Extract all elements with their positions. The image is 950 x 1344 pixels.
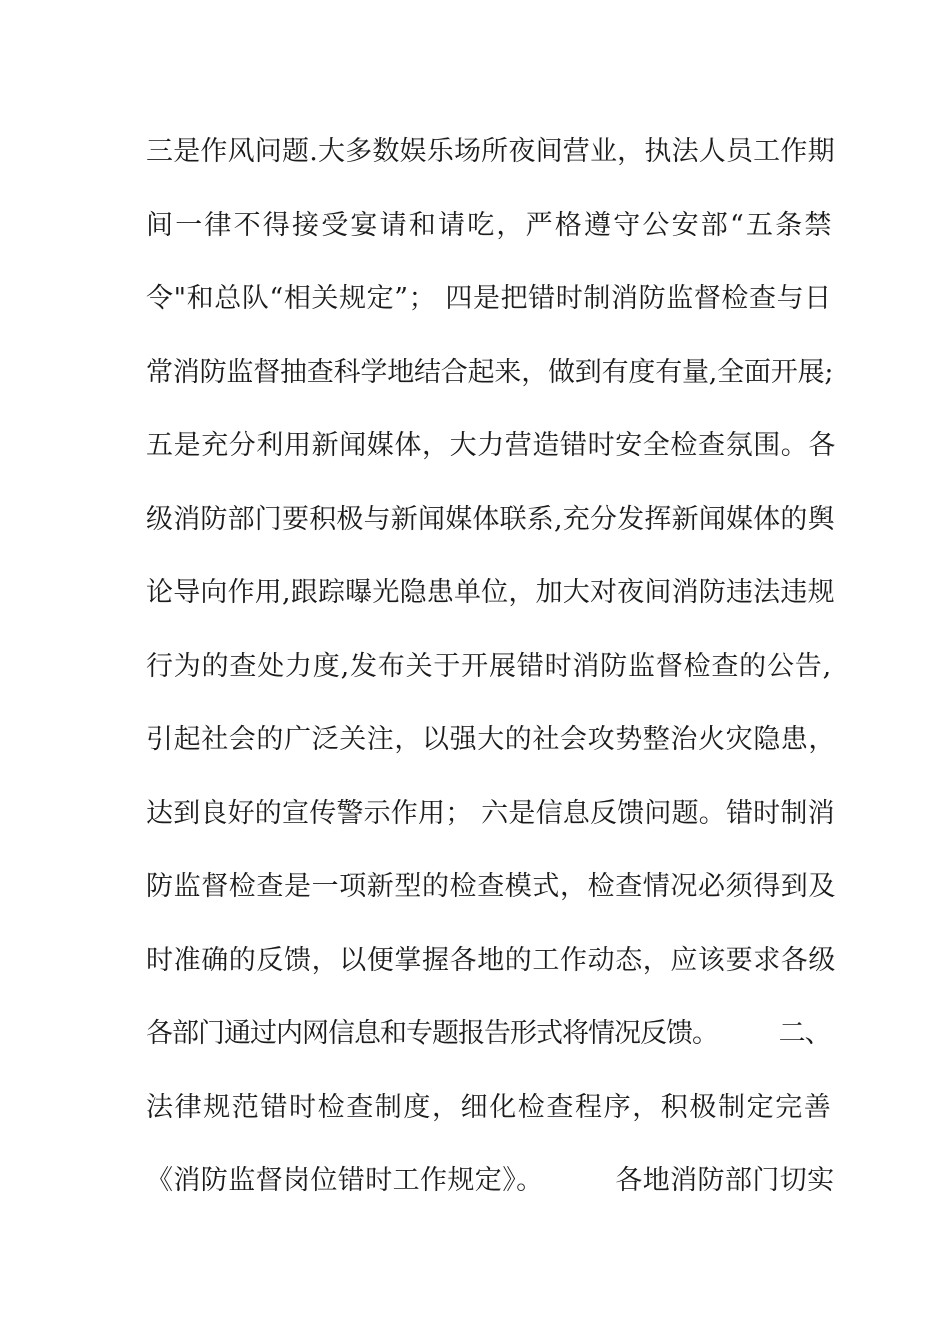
text-line: 论导向作用,跟踪曝光隐患单位，加大对夜间消防违法违规 (146, 577, 835, 608)
text-line: 各部门通过内网信息和专题报告形式将情况反馈。 二、 (146, 1018, 831, 1049)
text-line: 五是充分利用新闻媒体，大力营造错时安全检查氛围。各 (146, 430, 836, 461)
text-line: 三是作风问题.大多数娱乐场所夜间营业，执法人员工作期 (146, 136, 835, 167)
text-line: 令"和总队“相关规定”； 四是把错时制消防监督检查与日 (146, 283, 832, 314)
text-line: 常消防监督抽查科学地结合起来，做到有度有量,全面开展; (146, 356, 834, 388)
text-line: 防监督检查是一项新型的检查模式，检查情况必须得到及 (146, 871, 836, 902)
text-line: 《消防监督岗位错时工作规定》。 各地消防部门切实 (146, 1165, 835, 1196)
text-line: 时准确的反馈，以便掌握各地的工作动态，应该要求各级 (146, 944, 836, 976)
body-text (146, 128, 836, 1231)
text-line: 达到良好的宣传警示作用； 六是信息反馈问题。错时制消 (146, 797, 835, 829)
text-line: 间一律不得接受宴请和请吃，严格遵守公安部“五条禁 (146, 209, 834, 241)
text-line: 引起社会的广泛关注，以强大的社会攻势整治火灾隐患， (146, 724, 836, 755)
text-line: 级消防部门要积极与新闻媒体联系,充分发挥新闻媒体的舆 (146, 503, 835, 535)
text-line: 行为的查处力度,发布关于开展错时消防监督检查的公告, (146, 650, 832, 682)
text-line: 法律规范错时检查制度，细化检查程序，积极制定完善 (146, 1091, 833, 1123)
